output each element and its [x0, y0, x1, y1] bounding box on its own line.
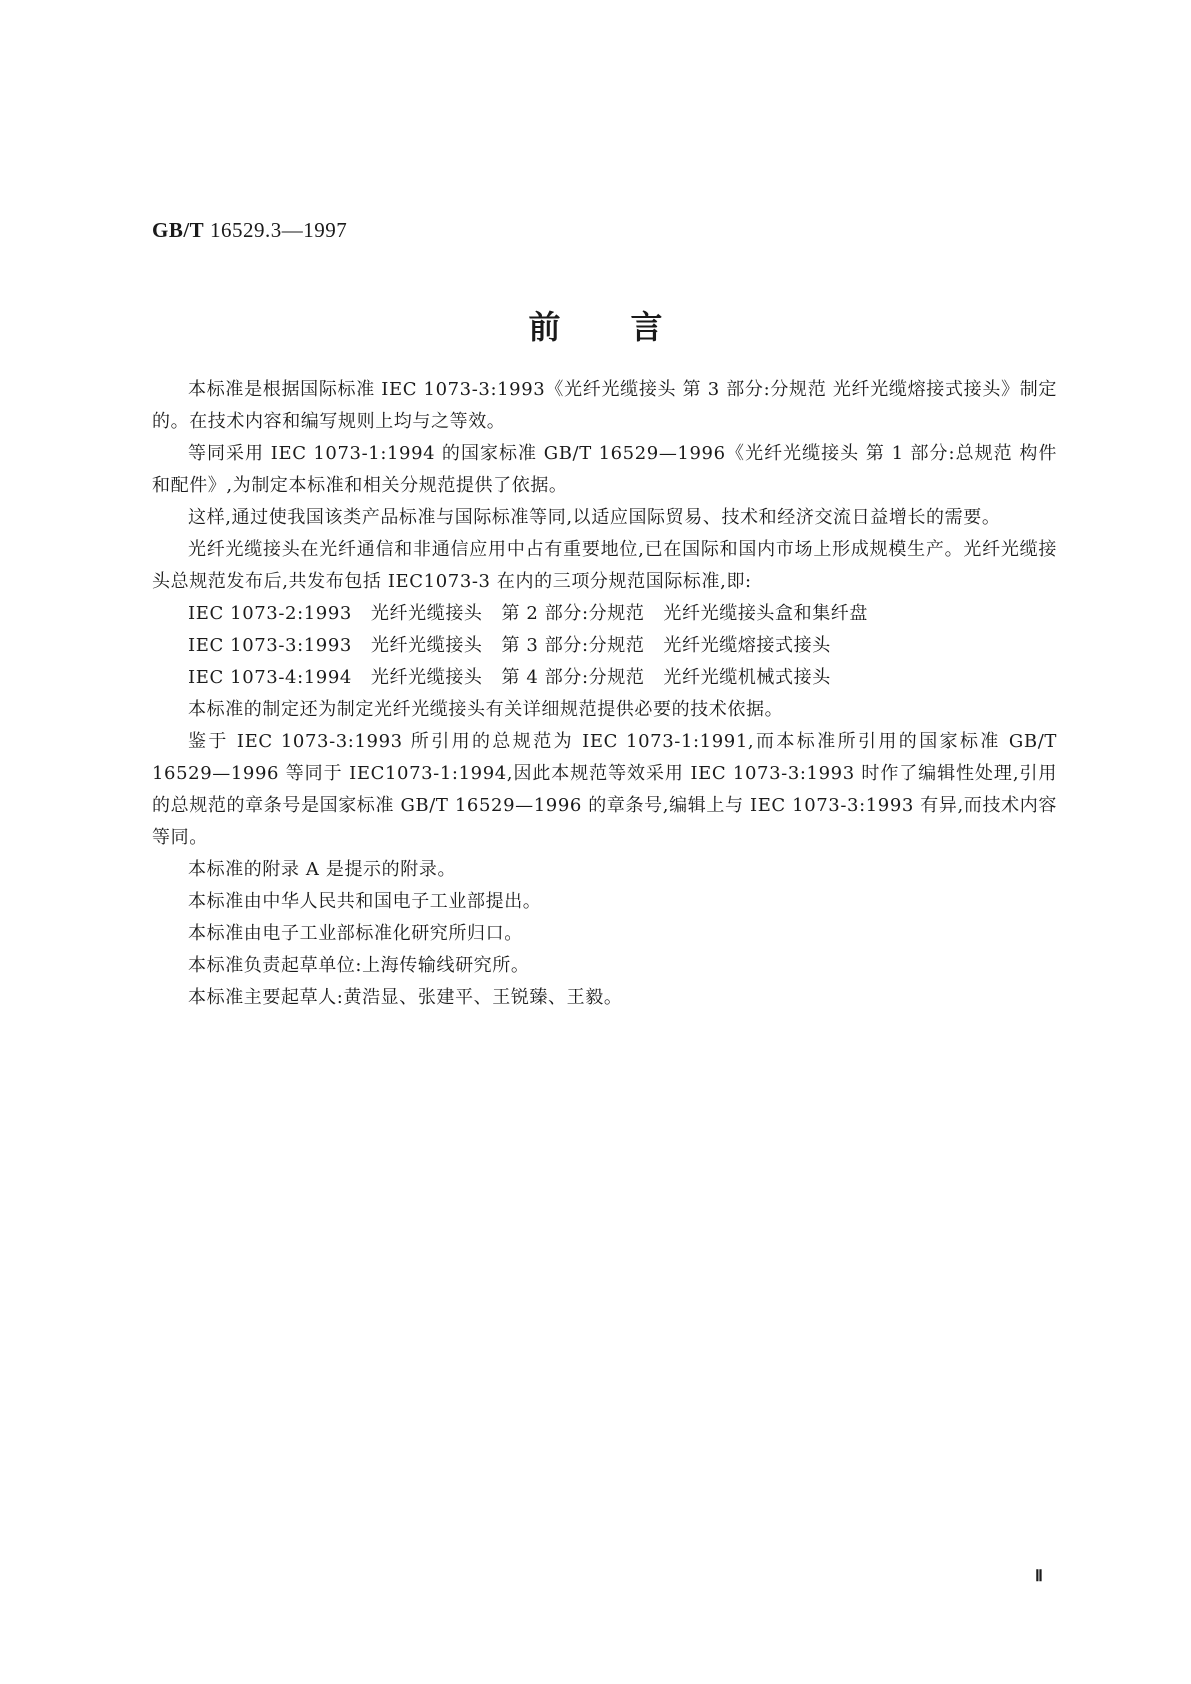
paragraph-editorial-note: 鉴于 IEC 1073-3:1993 所引用的总规范为 IEC 1073-1:1991,而本标准所引用的国家标准 GB/T 16529—1996 等同于 IEC1073-1:1994,因此本规范等效采用 IEC 1073-3:1993 时作了编辑性处理,引用的总规范的章条号是国家标准 GB/T 16529—1996 的章条号,编辑上与 IEC 1073-3:1993 有异,而技术内容等同。 — [152, 731, 1057, 848]
paragraph-technical-basis: 本标准的制定还为制定光纤光缆接头有关详细规范提供必要的技术依据。 — [188, 699, 784, 720]
page-title: 前言 — [528, 308, 733, 346]
paragraph-background: 光纤光缆接头在光纤通信和非通信应用中占有重要地位,已在国际和国内市场上形成规模生产。光纤光缆接头总规范发布后,共发布包括 IEC1073-3 在内的三项分规范国际标准,即: — [152, 539, 1057, 592]
foreword-body — [152, 374, 1057, 1014]
standards-list-item: IEC 1073-4:1994 光纤光缆接头 第 4 部分:分规范 光纤光缆机械式接头 — [188, 667, 831, 688]
standards-list-item: IEC 1073-2:1993 光纤光缆接头 第 2 部分:分规范 光纤光缆接头盒和集纤盘 — [188, 603, 869, 624]
paragraph-appendix: 本标准的附录 A 是提示的附录。 — [188, 859, 457, 880]
paragraph-administrator: 本标准由电子工业部标准化研究所归口。 — [188, 923, 523, 944]
standards-list-item: IEC 1073-3:1993 光纤光缆接头 第 3 部分:分规范 光纤光缆熔接式接头 — [188, 635, 831, 656]
page-number: Ⅱ — [1035, 1568, 1043, 1585]
paragraph-basis: 本标准是根据国际标准 IEC 1073-3:1993《光纤光缆接头 第 3 部分:分规范 光纤光缆熔接式接头》制定的。在技术内容和编写规则上均与之等效。 — [152, 379, 1057, 432]
paragraph-proposer: 本标准由中华人民共和国电子工业部提出。 — [188, 891, 542, 912]
standard-prefix: GB/T — [152, 218, 205, 242]
standard-code — [152, 218, 347, 243]
paragraph-drafters: 本标准主要起草人:黄浩显、张建平、王锐臻、王毅。 — [188, 987, 623, 1008]
paragraph-adoption: 等同采用 IEC 1073-1:1994 的国家标准 GB/T 16529—1996《光纤光缆接头 第 1 部分:总规范 构件和配件》,为制定本标准和相关分规范提供了依据。 — [152, 443, 1057, 496]
paragraph-drafting-unit: 本标准负责起草单位:上海传输线研究所。 — [188, 955, 530, 976]
paragraph-purpose: 这样,通过使我国该类产品标准与国际标准等同,以适应国际贸易、技术和经济交流日益增长的需要。 — [188, 507, 1001, 528]
standard-number: 16529.3—1997 — [209, 218, 348, 242]
